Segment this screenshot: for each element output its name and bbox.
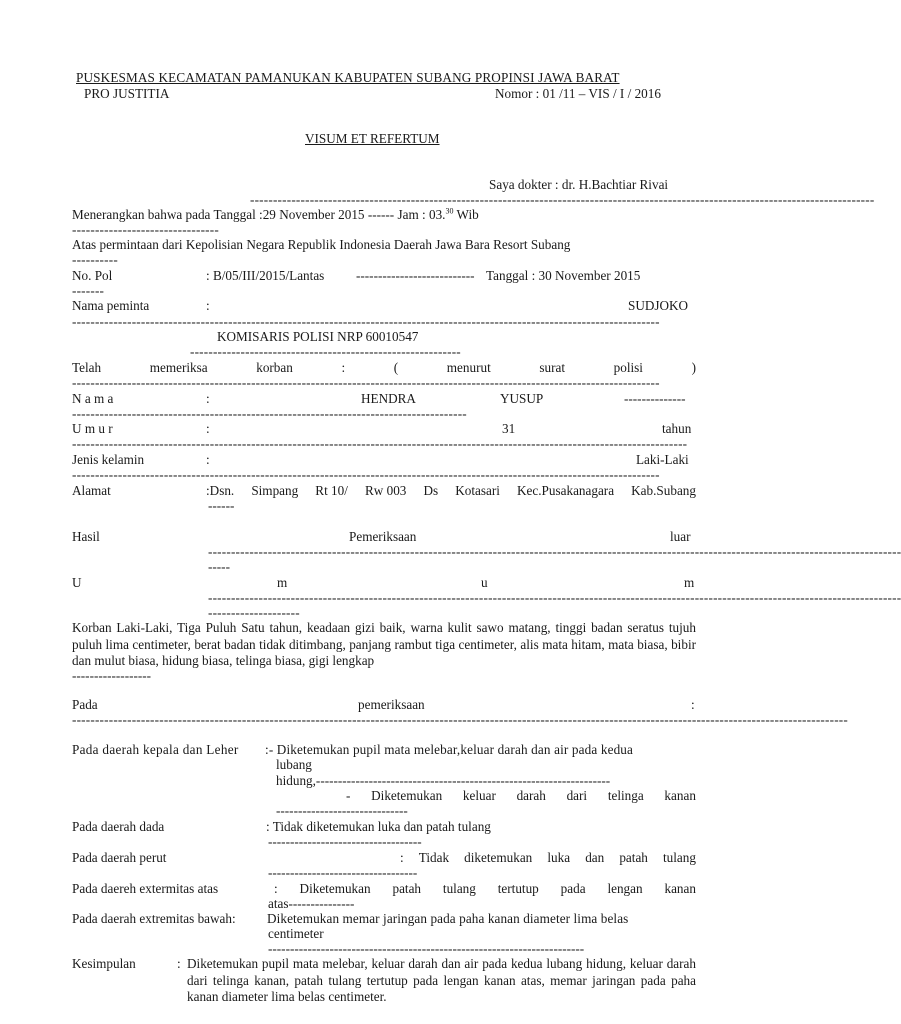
result-external-label: luar [670, 529, 691, 544]
doctor-line: Saya dokter : dr. H.Bachtiar Rivai [489, 177, 669, 192]
upper-extremity-finding-cont: atas--------------- [268, 896, 355, 911]
general-letter-u: u [481, 575, 488, 590]
chest-dashes: ----------------------------------- [268, 834, 422, 849]
ear-finding-dashes: ------------------------------ [276, 803, 408, 818]
age-unit: tahun [662, 421, 692, 436]
nopol-label: No. Pol [72, 268, 113, 283]
separator-dashes: -------------------------------------------------------------------------------------- [72, 406, 467, 421]
exam-label: Pada [72, 697, 98, 712]
result-dashes: ----- [208, 559, 230, 574]
victim-description: Korban Laki-Laki, Tiga Puluh Satu tahun, keadaan gizi baik, warna kulit sawo matang, tinggi badan seratus tujuh puluh lima centimeter, berat badan tidak ditimbang, panjang rambut tiga centimeter, alis mata hitam, mata biasa, bibir dan mulut biasa, hidung biasa, telinga biasa, gigi lengkap [72, 620, 696, 668]
name-dashes: -------------- [624, 391, 686, 406]
general-letter-m: m [277, 575, 288, 590]
separator-dashes: -------------------------------------------------------------------------------------------------------------------------------- [72, 314, 660, 329]
head-neck-finding: :- Diketemukan pupil mata melebar,keluar darah dan air pada kedua [265, 742, 634, 757]
sex-colon: : [206, 452, 210, 467]
lower-extremity-finding-cont: centimeter [268, 926, 324, 941]
institution-header: PUSKESMAS KECAMATAN PAMANUKAN KABUPATEN SUBANG PROPINSI JAWA BARAT [76, 70, 620, 85]
general-letter-u: U [72, 575, 82, 590]
separator-dashes: ------- [72, 283, 105, 298]
separator-dashes: -------------------------------------------------------------------------------------------------------------------------------- [72, 467, 660, 482]
exam-label-word: pemeriksaan [358, 697, 425, 712]
separator-dashes: ------------------------------------------------------------------------------------------------------------------------------------------------------- [208, 544, 901, 559]
chest-label: Pada daerah dada [72, 819, 165, 834]
age-label: U m u r [72, 421, 113, 436]
age-value: 31 [502, 421, 516, 436]
upper-extremity-finding: : Diketemukan patah tulang tertutup pada lengan kanan [274, 881, 696, 896]
document-number: Nomor : 01 /11 – VIS / I / 2016 [495, 86, 661, 101]
date-line: Menerangkan bahwa pada Tanggal :29 November 2015 ------ Jam : 03.30 Wib [72, 206, 479, 222]
name-colon: : [206, 391, 210, 406]
result-label: Hasil [72, 529, 100, 544]
age-colon: : [206, 421, 210, 436]
abdomen-dashes: ---------------------------------- [268, 865, 418, 880]
ear-finding: - Diketemukan keluar darah dari telinga kanan [346, 788, 696, 803]
conclusion-label: Kesimpulan [72, 956, 136, 971]
abdomen-finding: : Tidak diketemukan luka dan patah tulang [400, 850, 696, 865]
requester-colon: : [206, 298, 210, 313]
request-line: Atas permintaan dari Kepolisian Negara Republik Indonesia Daerah Jawa Bara Resort Subang [72, 237, 571, 252]
general-letter-m: m [684, 575, 695, 590]
pro-justitia: PRO JUSTITIA [84, 86, 170, 101]
head-neck-finding-cont: hidung,------------------------------------------------------------------- [276, 773, 611, 788]
abdomen-label: Pada daerah perut [72, 850, 167, 865]
requester-name: SUDJOKO [628, 298, 689, 313]
lower-extremity-label: Pada daerah extremitas bawah: [72, 911, 236, 926]
separator-dashes: ----------------------------------------------------------- [190, 344, 461, 359]
lower-extremity-dashes: ------------------------------------------------------------------------ [268, 941, 585, 956]
upper-extremity-label: Pada daereh extermitas atas [72, 881, 219, 896]
address-dashes: ------ [208, 498, 235, 513]
separator-dashes: -------------------------------------------------------------------------------------------------------------------------------- [72, 375, 660, 390]
head-neck-label: Pada daerah kepala dan Leher [72, 742, 239, 757]
result-exam-label: Pemeriksaan [349, 529, 417, 544]
separator-dashes: ---------------------------------------------------------------------------------------------------------------------------------------- [250, 192, 875, 207]
name-label: N a m a [72, 391, 114, 406]
nopol-dashes: --------------------------- [356, 268, 475, 283]
separator-dashes: -------------------------------- [72, 222, 219, 237]
lower-extremity-finding: Diketemukan memar jaringan pada paha kanan diameter lima belas [267, 911, 629, 926]
chest-finding: : Tidak diketemukan luka dan patah tulang [266, 819, 491, 834]
separator-dashes: ---------- [72, 252, 118, 267]
requester-label: Nama peminta [72, 298, 150, 313]
sex-label: Jenis kelamin [72, 452, 145, 467]
requester-rank: KOMISARIS POLISI NRP 60010547 [217, 329, 419, 344]
separator-dashes: ------------------------------------------------------------------------------------------------------------------------------------------------------- [208, 590, 901, 605]
head-neck-finding-cont: lubang [276, 757, 312, 772]
conclusion-text: Diketemukan pupil mata melebar, keluar darah dan air pada kedua lubang hidung, keluar darah dari telinga kanan, patah tulang tertutup pada lengan kanan atas, memar jaringan pada paha kanan diameter lima belas centimeter. [187, 956, 696, 1004]
nopol-value: : B/05/III/2015/Lantas [206, 268, 325, 283]
conclusion-colon: : [177, 956, 181, 971]
victim-last-name: YUSUP [500, 391, 544, 406]
victim-first-name: HENDRA [361, 391, 416, 406]
document-title: VISUM ET REFERTUM [305, 131, 440, 146]
address-label: Alamat [72, 483, 111, 498]
address-value: :Dsn. Simpang Rt 10/ Rw 003 Ds Kotasari Kec.Pusakanagara Kab.Subang [206, 483, 696, 498]
separator-dashes: ------------------------------------------------------------------------------------------------------------------------------------------------------------------------- [72, 712, 848, 727]
sex-value: Laki-Laki [636, 452, 689, 467]
nopol-date: Tanggal : 30 November 2015 [486, 268, 641, 283]
victim-description-dashes: ------------------ [72, 668, 152, 683]
separator-dashes: -------------------- [208, 605, 300, 620]
separator-dashes: -------------------------------------------------------------------------------------------------------------------------------------- [72, 436, 688, 451]
exam-colon: : [691, 697, 695, 712]
examined-line: Telah memeriksa korban : ( menurut surat polisi ) [72, 360, 696, 375]
